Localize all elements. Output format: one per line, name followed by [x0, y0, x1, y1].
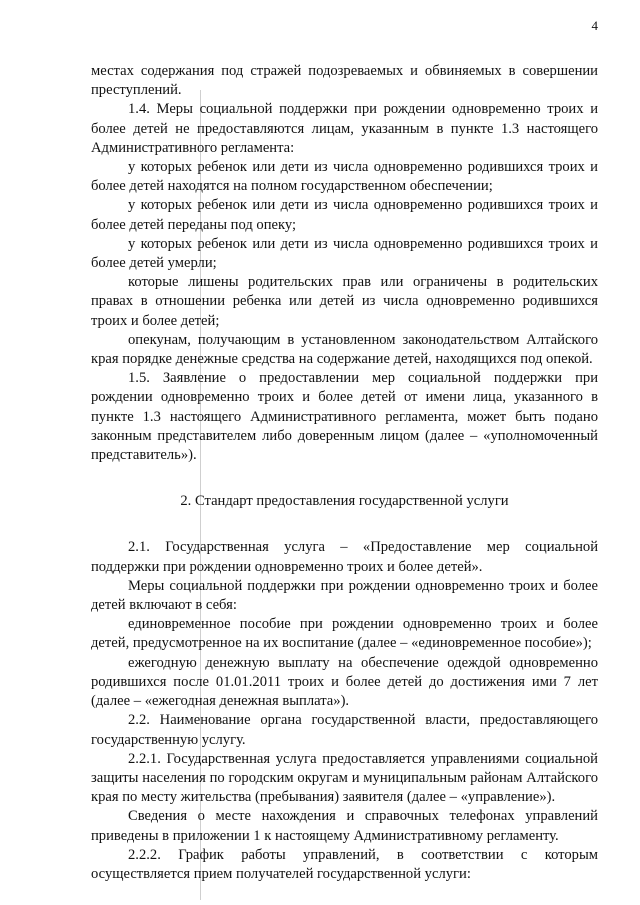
section-2-heading: 2. Стандарт предоставления государственной услуги — [180, 493, 509, 510]
paragraph-full-state-support: у которых ребенок или дети из числа одновременно родившихся троих и более детей находятся на полном государственном обеспечении; — [91, 159, 598, 195]
paragraph-continuation: местах содержания под стражей подозреваемых и обвиняемых в совершении преступлений. — [91, 63, 598, 99]
paragraph-children-died: у которых ребенок или дети из числа одновременно родившихся троих и более детей умерли; — [91, 235, 598, 272]
document-body — [91, 62, 598, 884]
paragraph-guardianship: у которых ребенок или дети из числа одновременно родившихся троих и более детей переданы под опеку; — [91, 197, 598, 233]
paragraph-1-4: 1.4. Меры социальной поддержки при рождении одновременно троих и более детей не предоставляются лицам, указанным в пункте 1.3 настоящего Административного регламента: — [91, 101, 598, 156]
paragraph-guardians-funds: опекунам, получающим в установленном законодательством Алтайского края порядке денежные средства на содержание детей, находящихся под опекой. — [91, 331, 598, 368]
paragraph-support-measures: Меры социальной поддержки при рождении одновременно троих и более детей включают в себя: — [91, 577, 598, 614]
paragraph-2-1: 2.1. Государственная услуга – «Предоставление мер социальной поддержки при рождении одновременно троих и более детей». — [91, 539, 598, 575]
paragraph-2-2-1: 2.2.1. Государственная услуга предоставляется управлениями социальной защиты населения по городским округам и муниципальным районам Алтайского края по месту жительства (пребывания) заявителя (далее – «управление»). — [91, 750, 598, 806]
paragraph-parental-rights: которые лишены родительских прав или ограничены в родительских правах в отношении ребенка или детей из числа одновременно родившихся троих и более детей; — [91, 274, 598, 329]
paragraph-contacts: Сведения о месте нахождения и справочных телефонах управлений приведены в приложении 1 к настоящему Административному регламенту. — [91, 808, 598, 844]
paragraph-annual-payment: ежегодную денежную выплату на обеспечение одеждой одновременно родившихся после 01.01.2011 троих и более детей до достижения ими 7 лет (далее – «ежегодная денежная выплата»). — [91, 654, 598, 710]
paragraph-lump-sum: единовременное пособие при рождении одновременно троих и более детей, предусмотренное на их воспитание (далее – «единовременное пособие»); — [91, 616, 598, 652]
paragraph-2-2-2: 2.2.2. График работы управлений, в соответствии с которым осуществляется прием получателей государственной услуги: — [91, 846, 598, 882]
paragraph-2-2: 2.2. Наименование органа государственной власти, предоставляющего государственную услугу. — [91, 712, 598, 748]
paragraph-1-5: 1.5. Заявление о предоставлении мер социальной поддержки при рождении одновременно троих и более детей от имени лица, указанного в пункте 1.3 настоящего Административного регламента, может быть подано законным представителем либо доверенным лицом (далее – «уполномоченный представитель»). — [91, 370, 598, 464]
page-number: 4 — [591, 18, 598, 33]
